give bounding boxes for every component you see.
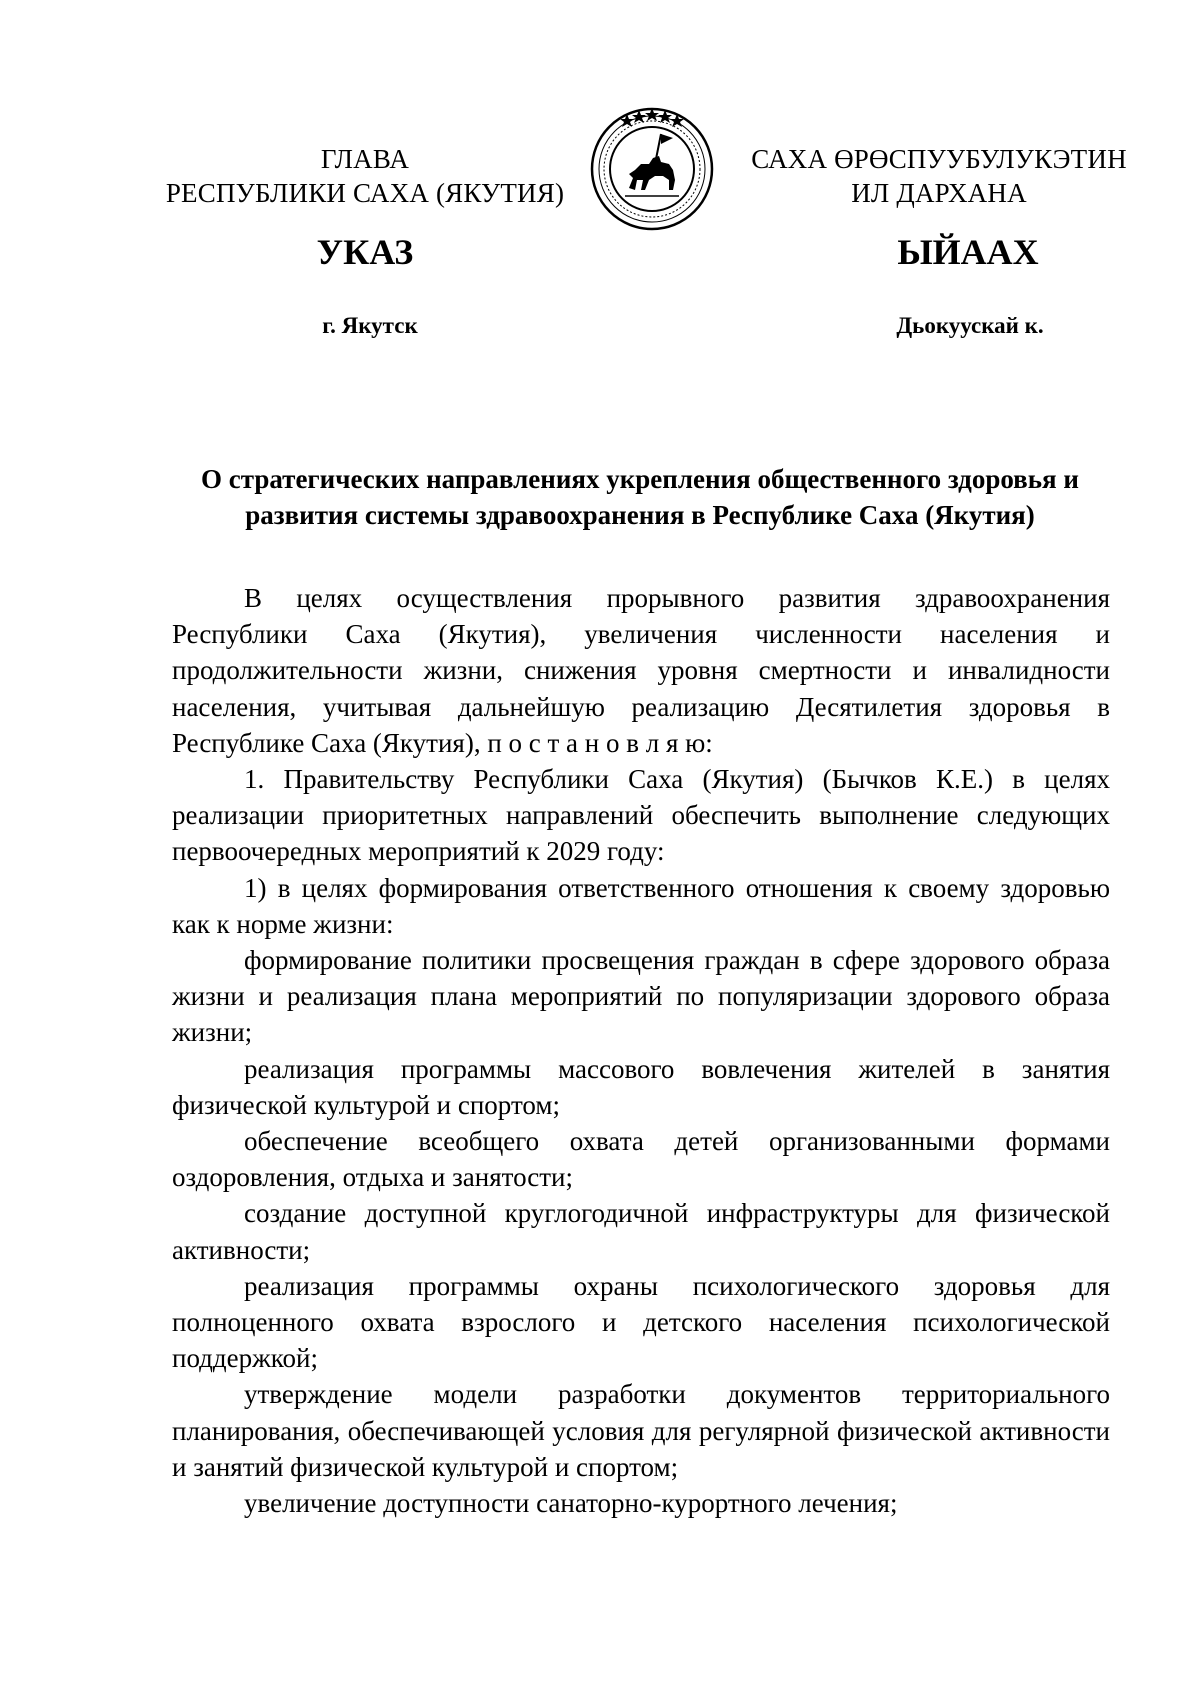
doc-type-ru: УКАЗ [316,232,414,272]
paragraph-8: утверждение модели разработки документов территориального планирования, обеспечивающей условия для регулярной физической активности и занятий физической культурой и спортом; [172,1379,1110,1482]
resolve-keyword: п о с т а н о в л я ю: [487,727,713,758]
paragraph-1: 1. Правительству Республики Саха (Якутия) (Бычков К.Е.) в целях реализации приоритетных направлений обеспечить выполнение следующих первоочередных мероприятий к 2029 году: [172,764,1110,867]
doc-type-sakha: ЫЙААХ [897,232,1039,272]
paragraph-7: реализация программы охраны психологического здоровья для полноценного охвата взрослого и детского населения психологической поддержкой; [172,1270,1110,1374]
city-sakha: Дьокуускай к. [896,313,1044,338]
header-right-line2: ИЛ ДАРХАНА [851,178,1027,208]
paragraph-9: увеличение доступности санаторно-курортного лечения; [244,1488,898,1519]
intro-text: В целях осуществления прорывного развития здравоохранения Республики Саха (Якутия), увеличения численности населения и продолжительности жизни, снижения уровня смертности и инвалидности населения, учитывая дальнейшую реализацию Десятилетия здоровья в Республике Саха (Якутия), [172,583,1110,758]
title-line-1: О стратегических направлениях укрепления общественного здоровья и [201,464,1079,494]
paragraph-2: 1) в целях формирования ответственного отношения к своему здоровью как к норме жизни: [172,872,1110,939]
paragraph-4: реализация программы массового вовлечения жителей в занятия физической культурой и спортом; [172,1053,1110,1120]
paragraph-3: формирование политики просвещения граждан в сфере здорового образа жизни и реализация плана мероприятий по популяризации здорового образа жизни; [172,945,1110,1048]
header-left-line2: РЕСПУБЛИКИ САХА (ЯКУТИЯ) [165,178,565,208]
header-left-line1: ГЛАВА [320,144,410,174]
document-title [170,461,1110,533]
paragraph-6: создание доступной круглогодичной инфраструктуры для физической активности; [172,1198,1110,1265]
header-right-line1: САХА ӨРӨСПУУБУЛУКЭТИН [751,144,1127,174]
title-line-2: развития системы здравоохранения в Республике Саха (Якутия) [245,500,1035,530]
coat-of-arms-icon [589,106,715,232]
intro-paragraph [172,580,1110,761]
city-ru: г. Якутск [322,313,418,338]
header-right [748,142,1130,210]
header-left [160,142,570,210]
document-body [172,580,1110,1521]
paragraph-5: обеспечение всеобщего охвата детей организованными формами оздоровления, отдыха и занятости; [172,1126,1110,1193]
